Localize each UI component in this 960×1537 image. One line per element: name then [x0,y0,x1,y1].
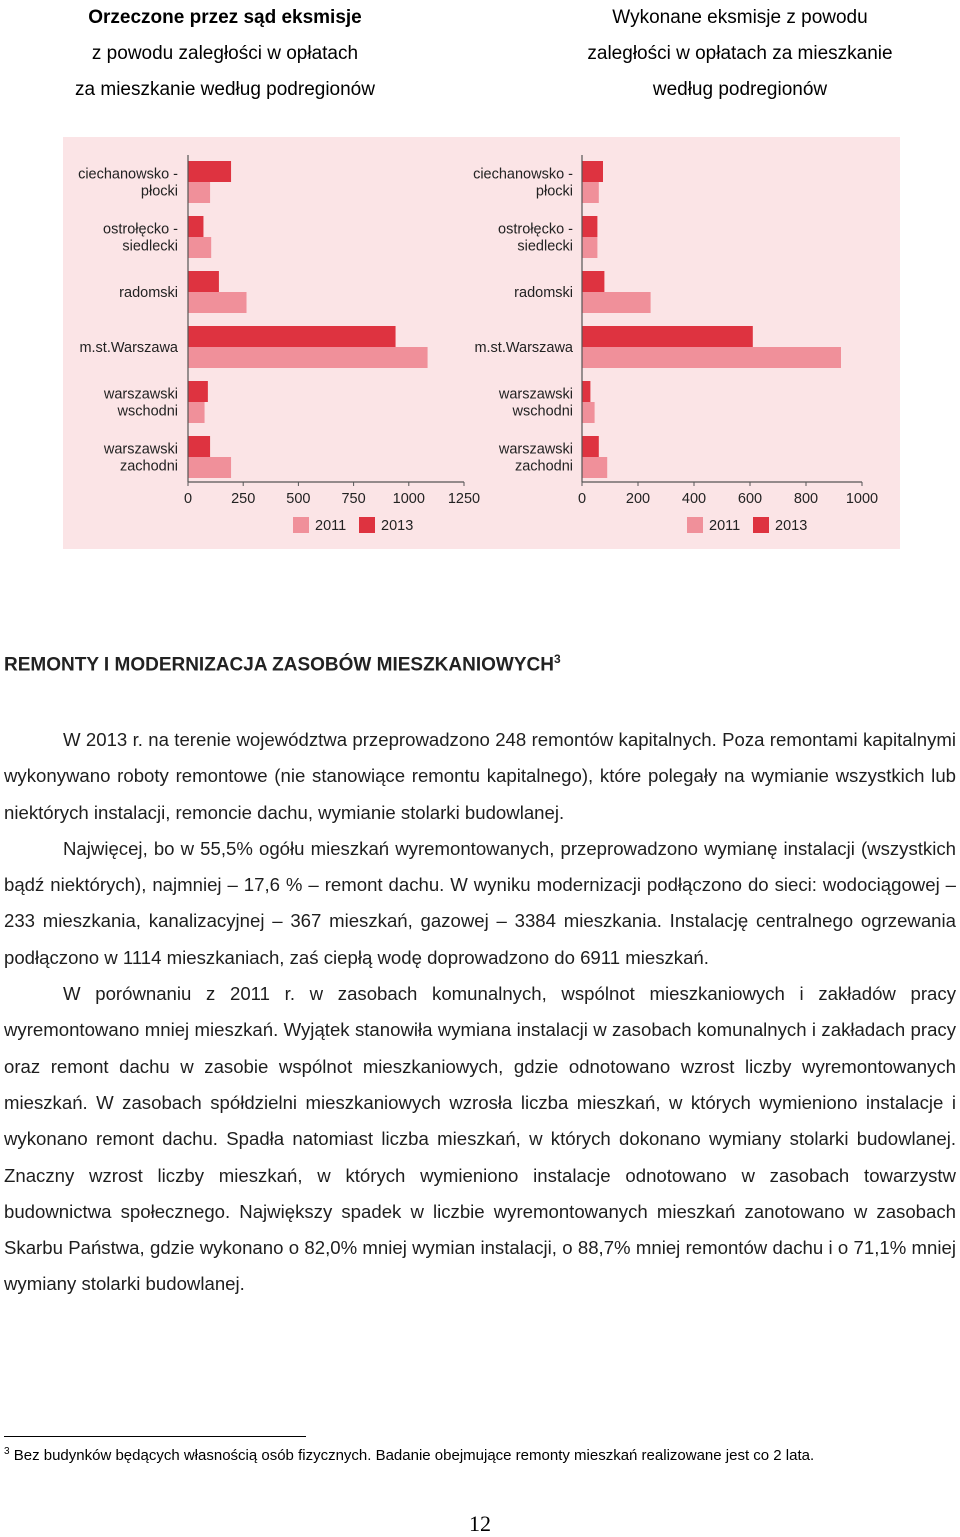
footnote-rule [4,1436,306,1437]
category-label: warszawski [103,441,178,458]
bar-2011 [582,292,651,313]
legend-label-2011: 2011 [709,518,741,534]
category-label: płocki [140,183,178,200]
bar-2013 [582,326,753,347]
category-label: wschodni [512,403,573,420]
tick-label: 1000 [845,491,879,507]
legend-label-2011: 2011 [315,518,347,534]
category-label: radomski [514,285,573,301]
category-label: warszawski [498,386,573,403]
category-label: radomski [119,285,178,301]
category-label: ostrołęcko - [103,221,178,238]
category-label: płocki [535,183,573,200]
tick-label: 1000 [392,491,425,507]
bar-2011 [582,402,595,423]
category-label: ciechanowsko - [78,166,178,183]
bar-2013 [188,271,219,292]
paragraph: W 2013 r. na terenie województwa przeprowadzono 248 remontów kapitalnych. Poza remontami kapitalnymi wykonywano roboty remontowe (nie stanowiące remontu kapitalnego), które polegały na wymianie wszystkich lub niektórych instalacji, remoncie dachu, wymianie stolarki budowlanej. [4,729,956,823]
tick-label: 200 [625,491,651,507]
legend-swatch-2011 [293,517,309,533]
caption-line: za mieszkanie według podregionów [75,79,375,100]
bar-2011 [188,237,211,258]
legend-swatch-2013 [359,517,375,533]
bar-2011 [188,347,428,368]
section-heading [4,652,561,676]
section-heading-text: REMONTY I MODERNIZACJA ZASOBÓW MIESZKANIOWYCH [4,654,554,676]
legend-label-2013: 2013 [381,518,414,534]
category-label: zachodni [119,458,178,475]
tick-label: 600 [737,491,763,507]
legend-label-2013: 2013 [775,518,808,534]
paragraph: W porównaniu z 2011 r. w zasobach komunalnych, wspólnot mieszkaniowych i zakładów pracy wyremontowano mniej mieszkań. Wyjątek stanowiła wymiana instalacji w zasobach komunalnych i zakładach pracy oraz remont dachu w zasobie wspólnot mieszkaniowych, gdzie odnotowano wzrost liczby wyremontowanych mieszkań. W zasobach spółdzielni mieszkaniowych wzrosła liczba mieszkań, w których wymieniono instalacje i wykonano remont dachu. Spadła natomiast liczba mieszkań, w których dokonano wymiany stolarki budowlanej. Znaczny wzrost liczby mieszkań, w których wymieniono instalacje odnotowano w zasobach towarzystw budownictwa społecznego. Największy spadek w liczbie wyremontowanych mieszkań zanotowano w zasobach Skarbu Państwa, gdzie wykonano o 82,0% mniej wymian instalacji, o 88,7% mniej remontów dachu i o 71,1% mniej wymiany stolarki budowlanej. [4,983,956,1295]
footnote-marker: 3 [4,1446,10,1457]
bar-2013 [188,161,231,182]
tick-label: 400 [681,491,707,507]
bar-2011 [582,457,607,478]
category-label: wschodni [117,403,178,420]
caption-line: Wykonane eksmisje z powodu [612,7,868,28]
bar-2013 [188,326,396,347]
category-label: m.st.Warszawa [474,340,573,356]
category-label: warszawski [498,441,573,458]
paragraph: Najwięcej, bo w 55,5% ogółu mieszkań wyremontowanych, przeprowadzono wymianę instalacji (wszystkich bądź niektórych), najmniej – 17,6 % – remont dachu. W wyniku modernizacji podłączono do sieci: wodociągowej – 233 mieszkania, kanalizacyjnej – 367 mieszkań, gazowej – 3384 mieszkania. Instalację centralnego ogrzewania podłączono w 1114 mieszkaniach, zaś ciepłą wodę doprowadzono do 6911 mieszkań. [4,837,956,968]
bar-2013 [582,381,590,402]
category-label: ciechanowsko - [473,166,573,183]
body-text [4,722,956,1303]
bar-2013 [582,436,599,457]
bar-2011 [582,182,599,203]
bar-2013 [188,436,210,457]
category-label: siedlecki [122,238,178,255]
bar-2011 [582,237,597,258]
tick-label: 1250 [447,491,481,507]
bar-2011 [188,182,210,203]
chart-caption-left [20,0,430,108]
bar-2011 [188,292,247,313]
chart-panel [63,137,900,549]
caption-line: zaległości w opłatach za mieszkanie [587,43,893,64]
bar-2013 [582,161,603,182]
bar-2013 [188,381,208,402]
category-label: warszawski [103,386,178,403]
bar-2011 [188,457,231,478]
caption-line: według podregionów [652,79,828,100]
legend-swatch-2011 [687,517,703,533]
caption-line: Orzeczone przez sąd eksmisje [88,7,362,28]
bar-2013 [582,216,597,237]
legend-swatch-2013 [753,517,769,533]
category-label: ostrołęcko - [498,221,573,238]
tick-label: 0 [577,491,587,507]
tick-label: 500 [286,491,311,507]
page-number: 12 [469,1511,491,1536]
tick-label: 250 [231,491,256,507]
bar-2013 [582,271,604,292]
bar-2011 [582,347,841,368]
footnote-text: Bez budynków będących własnością osób fizycznych. Badanie obejmujące remonty mieszkań realizowane jest co 2 lata. [13,1447,815,1464]
charts-svg [63,137,900,549]
caption-line: z powodu zaległości w opłatach [91,43,359,64]
tick-label: 800 [793,491,819,507]
footnote-ref: 3 [553,652,561,666]
category-label: zachodni [514,458,573,475]
category-label: m.st.Warszawa [79,340,178,356]
tick-label: 0 [183,491,193,507]
chart-caption-right [520,0,960,108]
tick-label: 750 [341,491,366,507]
bar-2011 [188,402,205,423]
footnote [4,1446,814,1464]
category-label: siedlecki [517,238,573,255]
bar-2013 [188,216,203,237]
